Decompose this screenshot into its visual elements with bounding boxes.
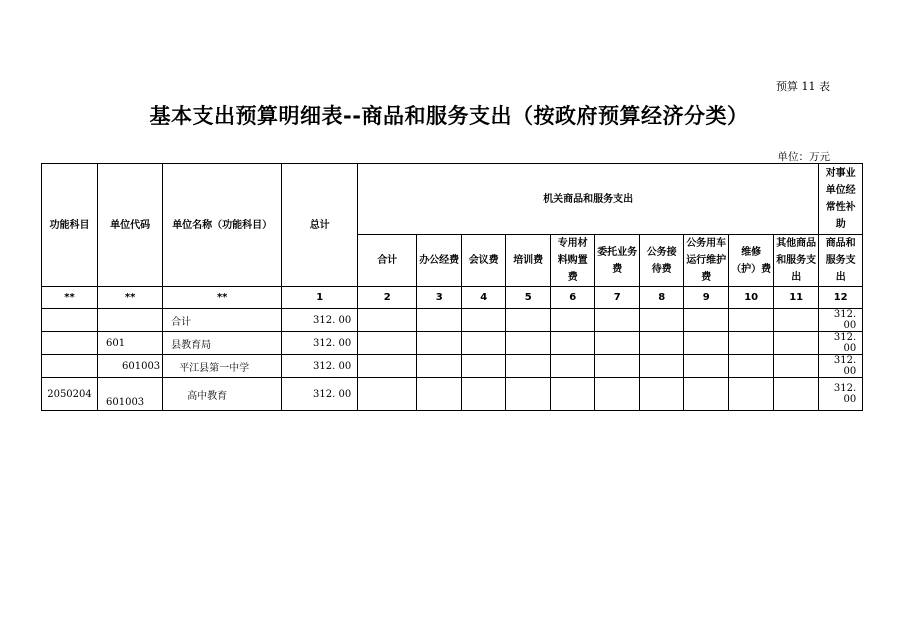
header-sub-4: 培训费 [506, 235, 551, 287]
header-subsidy: 对事业单位经常性补助 [819, 164, 863, 235]
func-subject-cell [42, 332, 98, 355]
index-cell: 2 [358, 287, 417, 309]
header-total: 总计 [282, 164, 358, 287]
total-cell: 312. 00 [282, 378, 358, 411]
table-row [42, 309, 863, 332]
index-cell: ** [98, 287, 163, 309]
subsidy-cell: 312. 00 [819, 309, 863, 332]
budget-table [41, 163, 863, 411]
func-subject-cell [42, 309, 98, 332]
header-sub-5: 专用材料购置费 [551, 235, 595, 287]
table-row [42, 355, 863, 378]
subsidy-cell: 312. 00 [819, 332, 863, 355]
form-number: 预算 11 表 [776, 80, 830, 93]
subsidy-cell: 312. 00 [819, 378, 863, 411]
unit-name-cell: 合计 [163, 309, 282, 332]
header-func-subject: 功能科目 [42, 164, 98, 287]
index-cell: 11 [774, 287, 819, 309]
index-row [42, 287, 863, 309]
header-sub-10: 其他商品和服务支出 [774, 235, 819, 287]
index-cell: 6 [551, 287, 595, 309]
header-row-1 [42, 164, 863, 235]
table-row [42, 378, 863, 411]
index-cell: 10 [729, 287, 774, 309]
header-unit-name: 单位名称（功能科目） [163, 164, 282, 287]
header-sub-7: 公务接待费 [640, 235, 684, 287]
header-group-goods-services: 机关商品和服务支出 [358, 164, 819, 235]
header-sub-3: 会议费 [462, 235, 506, 287]
unit-name-cell: 高中教育 [163, 378, 282, 411]
index-cell: 1 [282, 287, 358, 309]
index-cell: 7 [595, 287, 640, 309]
index-cell: 12 [819, 287, 863, 309]
header-sub-8: 公务用车运行维护费 [684, 235, 729, 287]
index-cell: 9 [684, 287, 729, 309]
func-subject-cell [42, 355, 98, 378]
table-row [42, 332, 863, 355]
total-cell: 312. 00 [282, 309, 358, 332]
func-subject-cell: 2050204 [42, 378, 98, 411]
header-unit-code: 单位代码 [98, 164, 163, 287]
unit-name-cell: 县教育局 [163, 332, 282, 355]
header-sub-9: 维修（护）费 [729, 235, 774, 287]
index-cell: 4 [462, 287, 506, 309]
total-cell: 312. 00 [282, 355, 358, 378]
header-sub-6: 委托业务费 [595, 235, 640, 287]
subsidy-cell: 312. 00 [819, 355, 863, 378]
index-cell: ** [42, 287, 98, 309]
unit-code-cell: 601003 [98, 355, 163, 378]
unit-code-cell: 601003 [98, 378, 163, 411]
header-sub-2: 办公经费 [417, 235, 462, 287]
page-title: 基本支出预算明细表--商品和服务支出（按政府预算经济分类） [149, 104, 749, 128]
index-cell: 8 [640, 287, 684, 309]
index-cell: 5 [506, 287, 551, 309]
header-sub-11: 商品和服务支出 [819, 235, 863, 287]
unit-label: 单位：万元 [777, 151, 830, 163]
index-cell: 3 [417, 287, 462, 309]
unit-code-cell: 601 [98, 332, 163, 355]
total-cell: 312. 00 [282, 332, 358, 355]
index-cell: ** [163, 287, 282, 309]
header-sub-1: 合计 [358, 235, 417, 287]
unit-code-cell [98, 309, 163, 332]
unit-name-cell: 平江县第一中学 [163, 355, 282, 378]
